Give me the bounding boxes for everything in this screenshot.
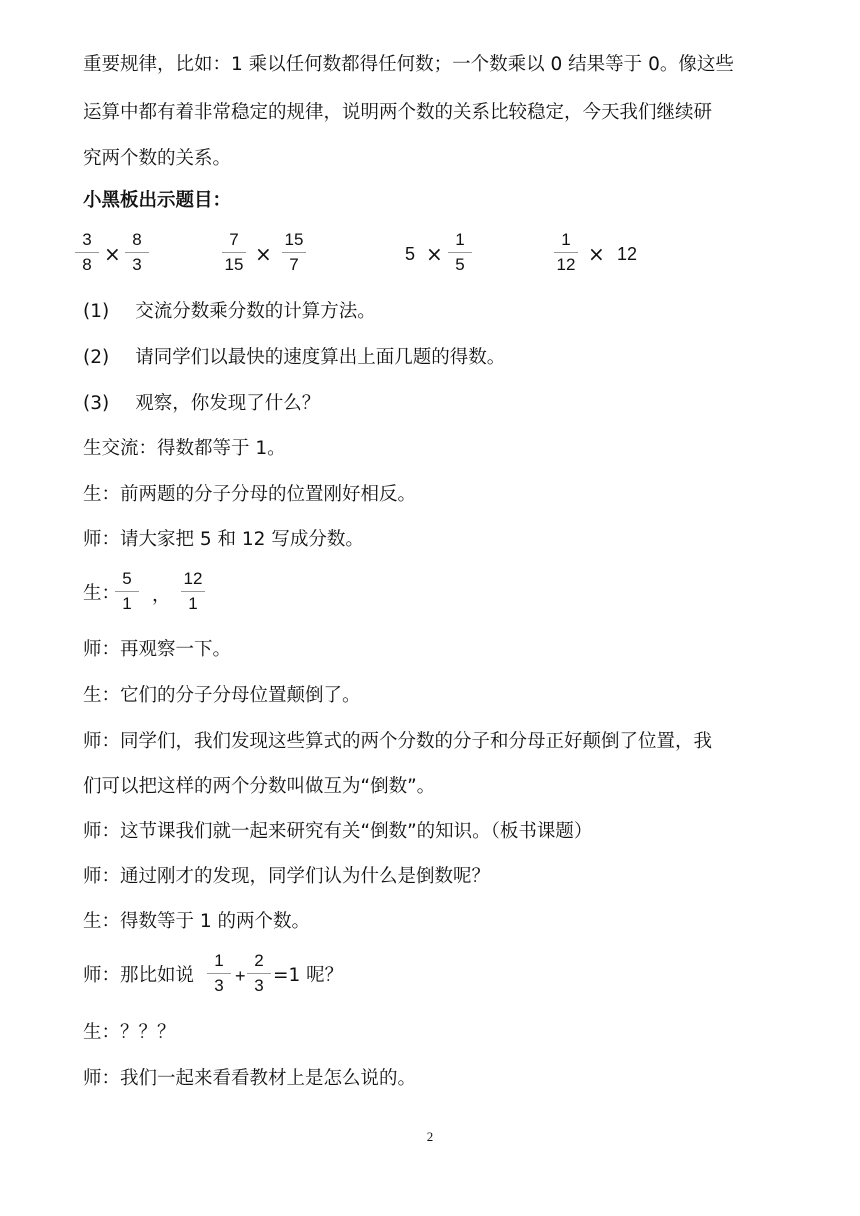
speaker-prefix: 生： [83, 583, 121, 604]
page-number: 2 [426, 1129, 434, 1144]
task-text: 观察，你发现了什么？ [135, 393, 321, 414]
times-sign: × [104, 242, 121, 266]
equation-suffix: =1 呢？ [273, 965, 344, 986]
speaker-prefix: 师：那比如说 [83, 965, 195, 986]
dialogue-line: 生：它们的分子分母位置颠倒了。 [83, 685, 361, 706]
dialogue-line: 生交流：得数都等于 1。 [83, 438, 286, 459]
plus-sign: + [235, 966, 246, 986]
paragraph-line: 究两个数的关系。 [83, 148, 232, 169]
dialogue-line: 师：通过刚才的发现，同学们认为什么是倒数呢？ [83, 866, 491, 887]
fraction: 8 3 [124, 230, 150, 275]
task-item [83, 345, 505, 371]
paragraph-line: 运算中都有着非常稳定的规律，说明两个数的关系比较稳定，今天我们继续研 [83, 102, 713, 123]
dialogue-line: 生：前两题的分子分母的位置刚好相反。 [83, 484, 417, 505]
dialogue-line: 师：同学们，我们发现这些算式的两个分数的分子和分母正好颠倒了位置，我 [83, 731, 713, 752]
times-sign: × [255, 242, 272, 266]
task-number: (3) [83, 393, 110, 414]
fraction: 1 3 [206, 951, 232, 996]
fraction: 15 7 [281, 230, 307, 275]
fraction: 12 1 [180, 569, 206, 614]
fraction: 1 5 [447, 230, 473, 275]
dialogue-line: 生：得数等于 1 的两个数。 [83, 911, 311, 932]
dialogue-line: 师：我们一起来看看教材上是怎么说的。 [83, 1068, 417, 1089]
task-item [83, 391, 320, 417]
fraction: 7 15 [221, 230, 247, 275]
dialogue-line: 生：？？？ [83, 1022, 176, 1043]
times-sign: × [426, 242, 443, 266]
fraction: 3 8 [74, 230, 100, 275]
comma: ， [152, 585, 171, 606]
task-number: (1) [83, 301, 110, 322]
task-number: (2) [83, 347, 110, 368]
times-sign: × [588, 242, 605, 266]
dialogue-line: 们可以把这样的两个分数叫做互为“倒数”。 [83, 776, 436, 797]
blackboard-heading: 小黑板出示题目： [83, 190, 232, 211]
dialogue-line: 师：这节课我们就一起来研究有关“倒数”的知识。（板书课题） [83, 821, 593, 842]
whole-number: 5 [405, 244, 416, 264]
paragraph-line: 重要规律，比如：1 乘以任何数都得任何数；一个数乘以 0 结果等于 0。像这些 [83, 54, 734, 75]
dialogue-line: 师：再观察一下。 [83, 639, 232, 660]
dialogue-line: 师：请大家把 5 和 12 写成分数。 [83, 529, 364, 550]
task-item [83, 299, 376, 325]
fraction: 5 1 [114, 569, 140, 614]
fraction: 1 12 [553, 230, 579, 275]
task-text: 交流分数乘分数的计算方法。 [135, 301, 376, 322]
fraction: 2 3 [246, 951, 272, 996]
task-text: 请同学们以最快的速度算出上面几题的得数。 [135, 347, 506, 368]
whole-number: 12 [617, 244, 638, 264]
